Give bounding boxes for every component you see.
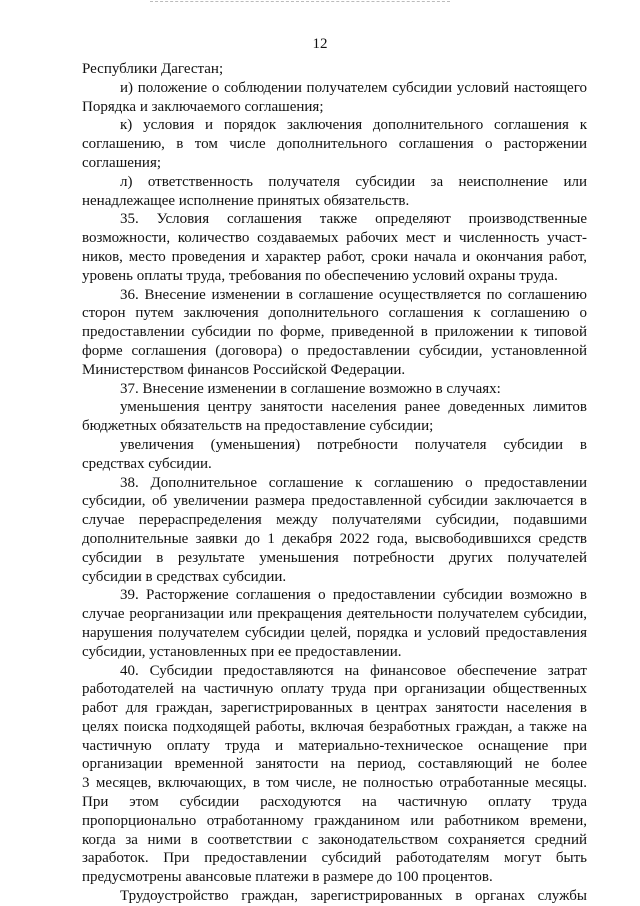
text-line: 3 месяцев, включающих, в том числе, не полностью отработанные месяцы. (82, 775, 587, 792)
text-line: уровень оплаты труда, требования по обеспечению условий охраны труда. (82, 267, 558, 284)
text-line: бюджетных обязательств на предоставление субсидии; (82, 418, 434, 435)
text-line: дополнительные заявки до 1 декабря 2022 года, высвободившихся средств (82, 530, 587, 547)
text-line: и) положение о соблюдении получателем субсидии условий настоящего (120, 79, 587, 96)
text-line: субсидии в результате уменьшения потребности других получателей (82, 549, 587, 566)
scan-top-edge (150, 1, 450, 2)
text-line: 37. Внесение изменении в соглашение возможно в случаях: (120, 380, 501, 397)
text-line: 35. Условия соглашения также определяют производственные (120, 211, 587, 228)
text-line: форме соглашения (договора) о предоставлении субсидии, установленной (82, 342, 587, 359)
text-line: работодателей на частичную оплату труда при организации общественных (82, 681, 587, 698)
text-line: Порядка и заключаемого соглашения; (82, 98, 324, 115)
text-line: случае реорганизации или прекращения деятельности получателем субсидии, (82, 606, 587, 623)
text-line: Республики Дагестан; (82, 61, 224, 77)
text-line: уменьшения центру занятости населения ранее доведенных лимитов (120, 399, 587, 416)
text-line: При этом субсидии расходуются на частичную оплату труда (82, 794, 587, 811)
text-line: субсидии, установленных при ее предоставлении. (82, 643, 402, 660)
text-line: соглашению, в том числе дополнительного соглашения о расторжении (82, 136, 587, 153)
text-line: 38. Дополнительное соглашение к соглашению о предоставлении (120, 474, 587, 491)
text-line: Министерством финансов Российской Федерации. (82, 361, 406, 378)
text-line: пропорционально отработанному гражданином или работником времени, (82, 812, 587, 829)
document-body (82, 60, 587, 906)
text-line: сторон путем заключения дополнительного соглашения к соглашению о (82, 305, 587, 322)
text-line: средствах субсидии. (82, 455, 212, 472)
text-line: ненадлежащее исполнение принятых обязательств. (82, 192, 410, 209)
text-line: заработок. При предоставлении субсидий работодателям могут быть (82, 850, 587, 867)
text-line: 40. Субсидии предоставляются на финансовое обеспечение затрат (120, 662, 587, 679)
text-line: когда за ними в соответствии с законодательством сохраняется средний (82, 831, 587, 848)
text-line: Трудоустройство граждан, зарегистрированных в органах службы (120, 888, 587, 905)
text-line: предусмотрены авансовые платежи в размере до 100 процентов. (82, 869, 493, 886)
text-line: организации временной занятости на период, составляющий не более (82, 756, 587, 773)
text-line: к) условия и порядок заключения дополнительного соглашения к (120, 117, 587, 134)
text-line: субсидии в средствах субсидии. (82, 568, 287, 585)
text-line: 39. Расторжение соглашения о предоставлении субсидии возможно в (120, 587, 587, 604)
text-line: нарушения получателем субсидии целей, порядка и условий предоставления (82, 624, 587, 641)
text-line: случае перераспределения между получателями субсидии, подавшими (82, 512, 587, 529)
text-line: соглашения; (82, 154, 162, 171)
text-line: целях поиска подходящей работы, включая безработных граждан, а также на (82, 718, 587, 735)
text-line: предоставлении субсидии по форме, приведенной в приложении к типовой (82, 324, 587, 341)
text-line: увеличения (уменьшения) потребности получателя субсидии в (120, 436, 587, 453)
page-number: 12 (312, 36, 328, 52)
text-line: ников, место проведения и характер работ, сроки начала и окончания работ, (82, 248, 587, 265)
text-line: возможности, количество создаваемых рабочих мест и численность участ- (82, 230, 587, 247)
text-line: л) ответственность получателя субсидии за неисполнение или (120, 173, 587, 190)
text-line: работ для граждан, зарегистрированных в центрах занятости населения в (82, 700, 587, 717)
text-line: субсидии, об увеличении размера предоставленной субсидии заключается в (82, 493, 587, 510)
text-line: 36. Внесение изменении в соглашение осуществляется по соглашению (120, 286, 587, 303)
text-line: частичную оплату труда и материально-техническое оснащение при (82, 737, 587, 754)
